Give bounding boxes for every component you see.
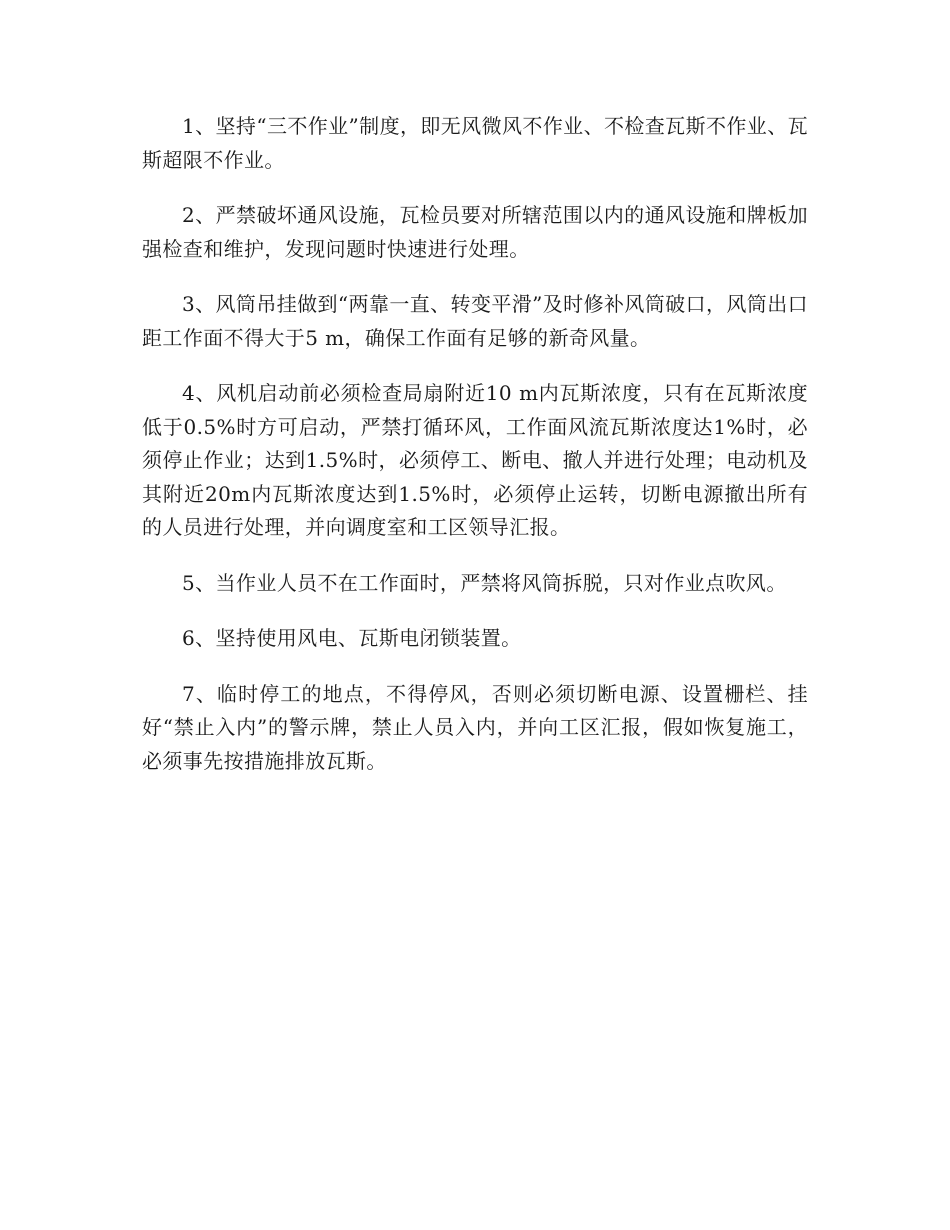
paragraph-6: 6、坚持使用风电、瓦斯电闭锁装置。	[182, 626, 522, 650]
paragraph-2: 2、严禁破坏通风设施，瓦检员要对所辖范围以内的通风设施和牌板加强检查和维护，发现问题时快速进行处理。	[142, 203, 808, 261]
paragraph-4: 4、风机启动前必须检查局扇附近10 m内瓦斯浓度，只有在瓦斯浓度低于0.5%时方可启动，严禁打循环风，工作面风流瓦斯浓度达1%时，必须停止作业；达到1.5%时，必须停工、断电、撤人并进行处理；电动机及其附近20m内瓦斯浓度达到1.5%时，必须停止运转，切断电源撤出所有的人员进行处理，并向调度室和工区领导汇报。	[142, 381, 808, 539]
paragraph-1: 1、坚持“三不作业”制度，即无风微风不作业、不检查瓦斯不作业、瓦斯超限不作业。	[142, 114, 808, 172]
paragraph-5: 5、当作业人员不在工作面时，严禁将风筒拆脱，只对作业点吹风。	[182, 570, 787, 595]
document-body	[142, 110, 808, 800]
paragraph-7: 7、临时停工的地点，不得停风，否则必须切断电源、设置栅栏、挂好“禁止入内”的警示牌，禁止人员入内，并向工区汇报，假如恢复施工，必须事先按措施排放瓦斯。	[142, 681, 808, 773]
paragraph-3: 3、风筒吊挂做到“两靠一直、转变平滑”及时修补风筒破口，风筒出口距工作面不得大于5 m，确保工作面有足够的新奇风量。	[142, 292, 808, 350]
